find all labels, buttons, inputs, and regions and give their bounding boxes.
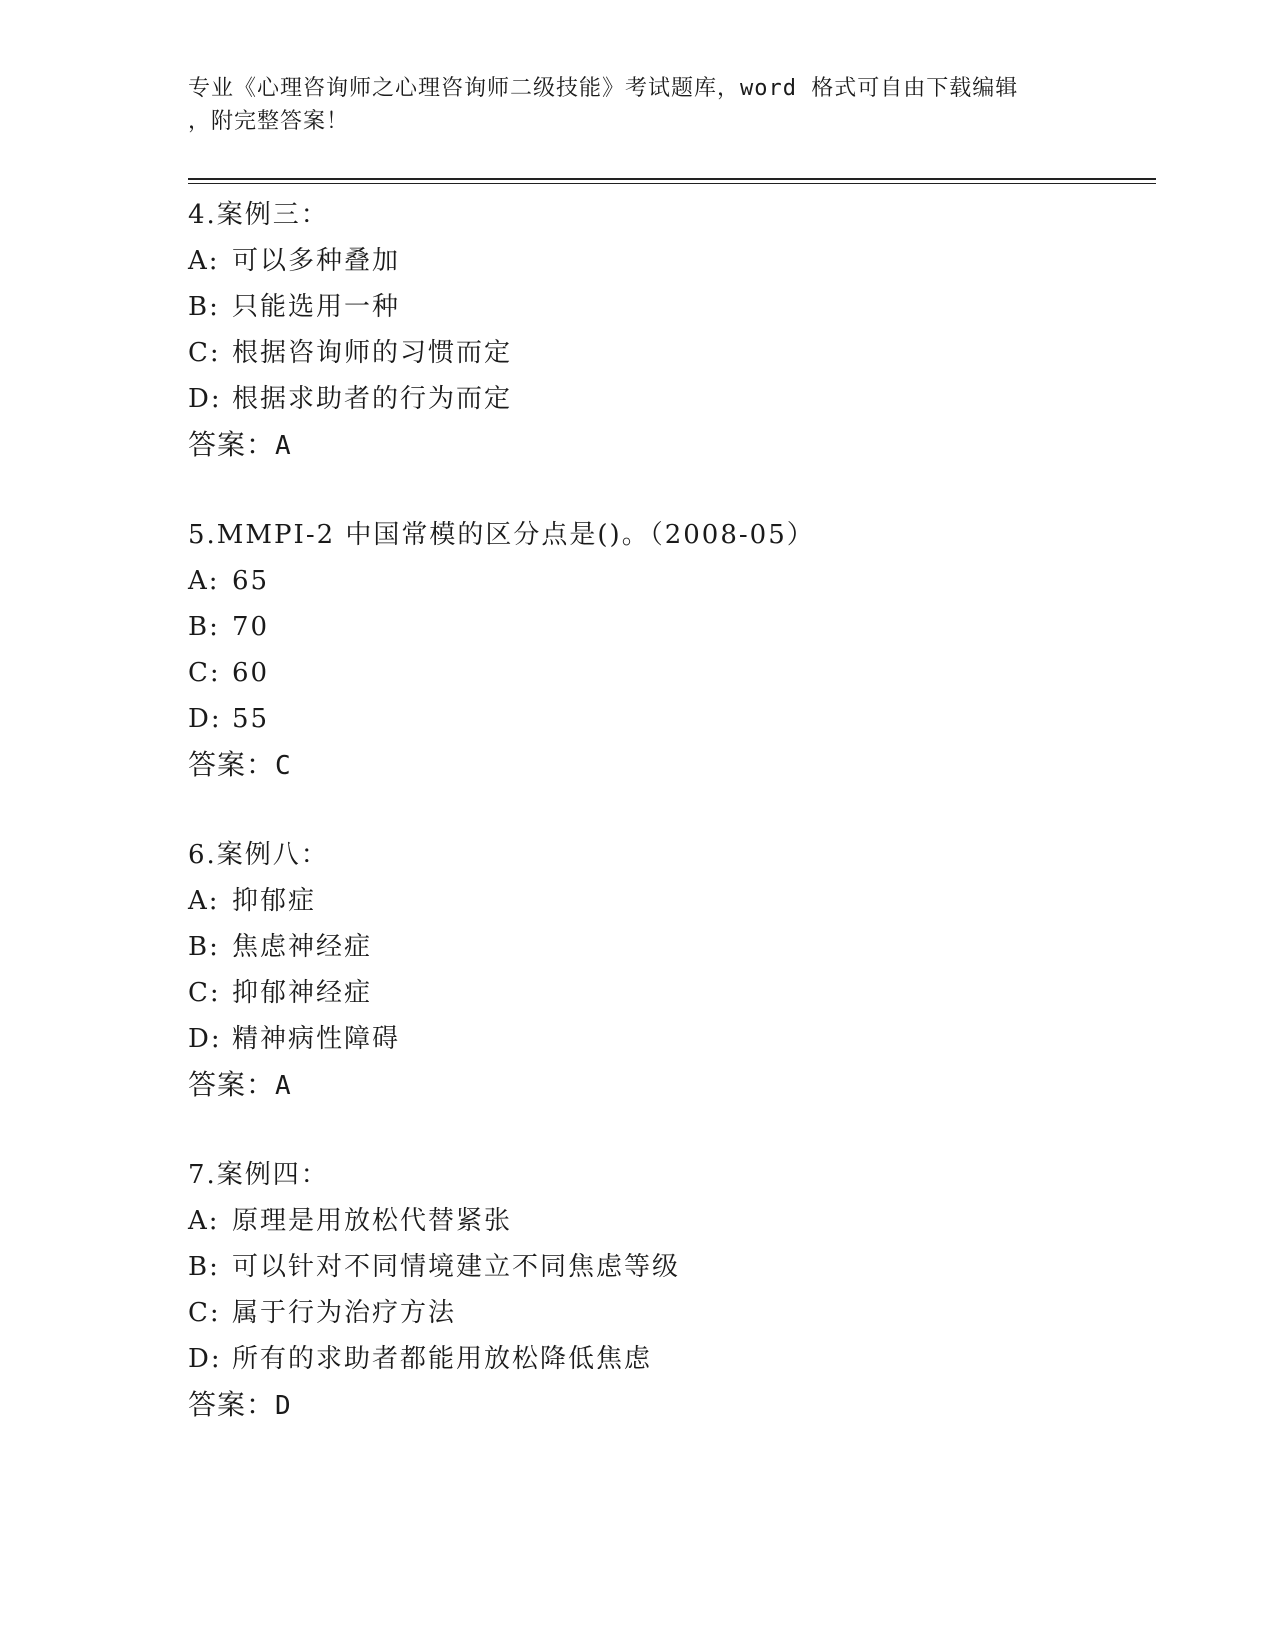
option-key: B: <box>188 292 220 322</box>
option-c <box>188 970 1148 1016</box>
answer-value: A <box>275 431 292 461</box>
option-key: D: <box>188 1344 222 1374</box>
option-d <box>188 696 1148 742</box>
option-c <box>188 1290 1148 1336</box>
option-a <box>188 558 1148 604</box>
option-text: 根据咨询师的习惯而定 <box>232 338 513 368</box>
option-key: D: <box>188 704 222 734</box>
option-text: 70 <box>232 612 270 642</box>
option-text: 只能选用一种 <box>232 292 401 322</box>
question-6 <box>188 832 1148 1108</box>
option-a <box>188 878 1148 924</box>
option-text: 精神病性障碍 <box>232 1024 401 1054</box>
option-a <box>188 238 1148 284</box>
option-key: A: <box>188 1206 220 1236</box>
option-text: 根据求助者的行为而定 <box>232 384 513 414</box>
question-stem: 5.MMPI-2 中国常模的区分点是()。（2008-05） <box>188 520 815 550</box>
question-4 <box>188 192 1148 468</box>
header-divider-thick <box>188 178 1156 180</box>
option-key: C: <box>188 338 221 368</box>
answer-value: C <box>275 751 292 781</box>
option-key: A: <box>188 246 220 276</box>
option-key: D: <box>188 1024 222 1054</box>
header-divider-thin <box>188 183 1156 184</box>
option-key: B: <box>188 612 220 642</box>
option-text: 所有的求助者都能用放松降低焦虑 <box>232 1344 653 1374</box>
option-text: 可以针对不同情境建立不同焦虑等级 <box>232 1252 681 1282</box>
answer-line <box>188 1382 1148 1428</box>
option-key: C: <box>188 978 221 1008</box>
header-line-1: 专业《心理咨询师之心理咨询师二级技能》考试题库，word 格式可自由下载编辑 <box>188 76 1019 101</box>
answer-line <box>188 1062 1148 1108</box>
question-stem: 6.案例八： <box>188 840 329 870</box>
option-text: 焦虑神经症 <box>232 932 373 962</box>
option-d <box>188 1336 1148 1382</box>
option-text: 抑郁症 <box>232 886 317 916</box>
option-text: 65 <box>232 566 270 596</box>
question-list <box>188 192 1148 1472</box>
option-c <box>188 330 1148 376</box>
option-key: A: <box>188 886 220 916</box>
answer-label: 答案： <box>188 1388 276 1421</box>
option-text: 55 <box>232 704 270 734</box>
option-key: B: <box>188 1252 220 1282</box>
document-header <box>188 72 1088 138</box>
option-key: D: <box>188 384 222 414</box>
answer-label: 答案： <box>188 428 276 461</box>
question-5 <box>188 512 1148 788</box>
option-b <box>188 1244 1148 1290</box>
header-line-2: ，附完整答案！ <box>188 109 350 134</box>
question-stem: 7.案例四： <box>188 1160 329 1190</box>
answer-line <box>188 742 1148 788</box>
option-c <box>188 650 1148 696</box>
option-d <box>188 376 1148 422</box>
option-a <box>188 1198 1148 1244</box>
answer-label: 答案： <box>188 748 276 781</box>
option-text: 可以多种叠加 <box>232 246 401 276</box>
option-key: B: <box>188 932 220 962</box>
option-text: 抑郁神经症 <box>232 978 373 1008</box>
option-b <box>188 604 1148 650</box>
answer-value: D <box>275 1391 292 1421</box>
option-key: C: <box>188 658 221 688</box>
option-key: C: <box>188 1298 221 1328</box>
answer-label: 答案： <box>188 1068 276 1101</box>
option-text: 60 <box>232 658 270 688</box>
answer-line <box>188 422 1148 468</box>
option-d <box>188 1016 1148 1062</box>
option-text: 原理是用放松代替紧张 <box>232 1206 513 1236</box>
option-b <box>188 284 1148 330</box>
answer-value: A <box>275 1071 292 1101</box>
question-7 <box>188 1152 1148 1428</box>
option-b <box>188 924 1148 970</box>
option-key: A: <box>188 566 220 596</box>
option-text: 属于行为治疗方法 <box>232 1298 457 1328</box>
question-stem: 4.案例三： <box>188 200 329 230</box>
